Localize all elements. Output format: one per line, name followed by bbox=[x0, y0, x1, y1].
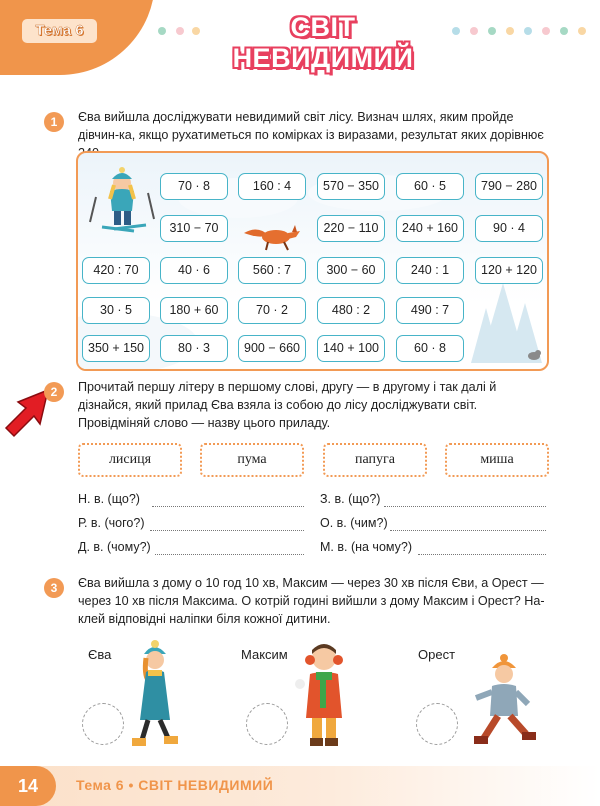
expression-cell[interactable]: 80 · 3 bbox=[160, 335, 228, 362]
bird-icon bbox=[526, 349, 542, 361]
sticker-slot-orest[interactable] bbox=[416, 703, 458, 745]
name-orest: Орест bbox=[418, 647, 456, 662]
header-dot bbox=[560, 27, 568, 35]
expression-cell[interactable]: 180 + 60 bbox=[160, 297, 228, 324]
sticker-slot-eva[interactable] bbox=[82, 703, 124, 745]
footer-topic: Тема 6 • СВІТ НЕВИДИМИЙ bbox=[76, 777, 274, 793]
case-label-nominative: Н. в. (що?) bbox=[78, 492, 140, 506]
task-2-paragraph: Прочитай першу літеру в першому слові, другу — в другому і так далі й дізнайся, який прилад Єва взяла із собою до лісу досліджувати світ. Провідміняй слово — назву цього приладу. bbox=[78, 380, 497, 430]
expression-cell[interactable]: 30 · 5 bbox=[82, 297, 150, 324]
expression-cell[interactable]: 240 + 160 bbox=[396, 215, 464, 242]
expression-cell[interactable]: 310 − 70 bbox=[160, 215, 228, 242]
header-dot bbox=[176, 27, 184, 35]
task-2-text bbox=[78, 378, 548, 432]
topic-tag: Тема 6 bbox=[22, 19, 97, 43]
task-2-number: 2 bbox=[44, 382, 64, 402]
orest-running-icon bbox=[470, 654, 542, 752]
expression-cell[interactable]: 560 : 7 bbox=[238, 257, 306, 284]
expression-cell[interactable]: 120 + 120 bbox=[475, 257, 543, 284]
expression-cell[interactable]: 60 · 5 bbox=[396, 173, 464, 200]
expression-cell[interactable]: 140 + 100 bbox=[317, 335, 385, 362]
name-maksym: Максим bbox=[241, 647, 288, 662]
header-dot bbox=[506, 27, 514, 35]
header-dot bbox=[542, 27, 550, 35]
expression-cell[interactable]: 300 − 60 bbox=[317, 257, 385, 284]
expression-cell[interactable]: 40 · 6 bbox=[160, 257, 228, 284]
header-dot bbox=[192, 27, 200, 35]
expression-cell[interactable]: 240 : 1 bbox=[396, 257, 464, 284]
answer-line-instrumental[interactable] bbox=[390, 530, 546, 531]
expression-cell[interactable]: 70 · 8 bbox=[160, 173, 228, 200]
expression-cell[interactable]: 160 : 4 bbox=[238, 173, 306, 200]
task-3-paragraph: Єва вийшла з дому о 10 год 10 хв, Максим — через 30 хв після Єви, а Орест — через 10 хв після Максима. О котрій годині вийшли з дому Максим і Орест? На-клей відповідні наліпки біля кожної дитини. bbox=[78, 576, 545, 626]
expression-cell[interactable]: 900 − 660 bbox=[238, 335, 306, 362]
header-dot bbox=[488, 27, 496, 35]
case-label-accusative: З. в. (що?) bbox=[320, 492, 381, 506]
case-label-instrumental: О. в. (чим?) bbox=[320, 516, 388, 530]
answer-line-accusative[interactable] bbox=[384, 506, 546, 507]
case-label-dative: Д. в. (чому?) bbox=[78, 540, 151, 554]
word-box-1: лисиця bbox=[78, 443, 182, 477]
answer-line-genitive[interactable] bbox=[150, 530, 304, 531]
word-box-4: миша bbox=[445, 443, 549, 477]
case-label-locative: М. в. (на чому?) bbox=[320, 540, 412, 554]
page-title: СВІТ НЕВИДИМИЙ bbox=[232, 12, 414, 73]
expression-cell[interactable]: 220 − 110 bbox=[317, 215, 385, 242]
expression-cell[interactable]: 480 : 2 bbox=[317, 297, 385, 324]
eva-walking-icon bbox=[124, 640, 184, 752]
task-3-text bbox=[78, 574, 548, 628]
word-box-2: пума bbox=[200, 443, 304, 477]
answer-line-nominative[interactable] bbox=[152, 506, 304, 507]
answer-line-locative[interactable] bbox=[418, 554, 546, 555]
header-dot bbox=[524, 27, 532, 35]
expression-cell[interactable]: 90 · 4 bbox=[475, 215, 543, 242]
answer-line-dative[interactable] bbox=[155, 554, 304, 555]
eva-skiing-icon bbox=[88, 167, 158, 237]
expression-cell[interactable]: 790 − 280 bbox=[475, 173, 543, 200]
expression-cell[interactable]: 420 : 70 bbox=[82, 257, 150, 284]
expression-cell[interactable]: 70 · 2 bbox=[238, 297, 306, 324]
name-eva: Єва bbox=[88, 647, 112, 662]
expression-cell[interactable]: 570 − 350 bbox=[317, 173, 385, 200]
header-dot bbox=[158, 27, 166, 35]
fox-icon bbox=[242, 223, 306, 251]
task-3-number: 3 bbox=[44, 578, 64, 598]
header-dot bbox=[452, 27, 460, 35]
expression-cell[interactable]: 490 : 7 bbox=[396, 297, 464, 324]
expression-cell[interactable]: 350 + 150 bbox=[82, 335, 150, 362]
case-label-genitive: Р. в. (чого?) bbox=[78, 516, 145, 530]
header-dot bbox=[470, 27, 478, 35]
page-number: 14 bbox=[0, 766, 56, 806]
maze-panel bbox=[76, 151, 549, 371]
task-1-number: 1 bbox=[44, 112, 64, 132]
sticker-slot-maksym[interactable] bbox=[246, 703, 288, 745]
maksym-icon bbox=[292, 644, 356, 752]
word-box-3: папуга bbox=[323, 443, 427, 477]
expression-cell[interactable]: 60 · 8 bbox=[396, 335, 464, 362]
header-dot bbox=[578, 27, 586, 35]
task-1-paragraph: Єва вийшла досліджувати невидимий світ лісу. Визнач шлях, яким пройде дівчин-ка, якщо рухатиметься по комірках із виразами, результат яких дорівнює bbox=[78, 110, 544, 142]
